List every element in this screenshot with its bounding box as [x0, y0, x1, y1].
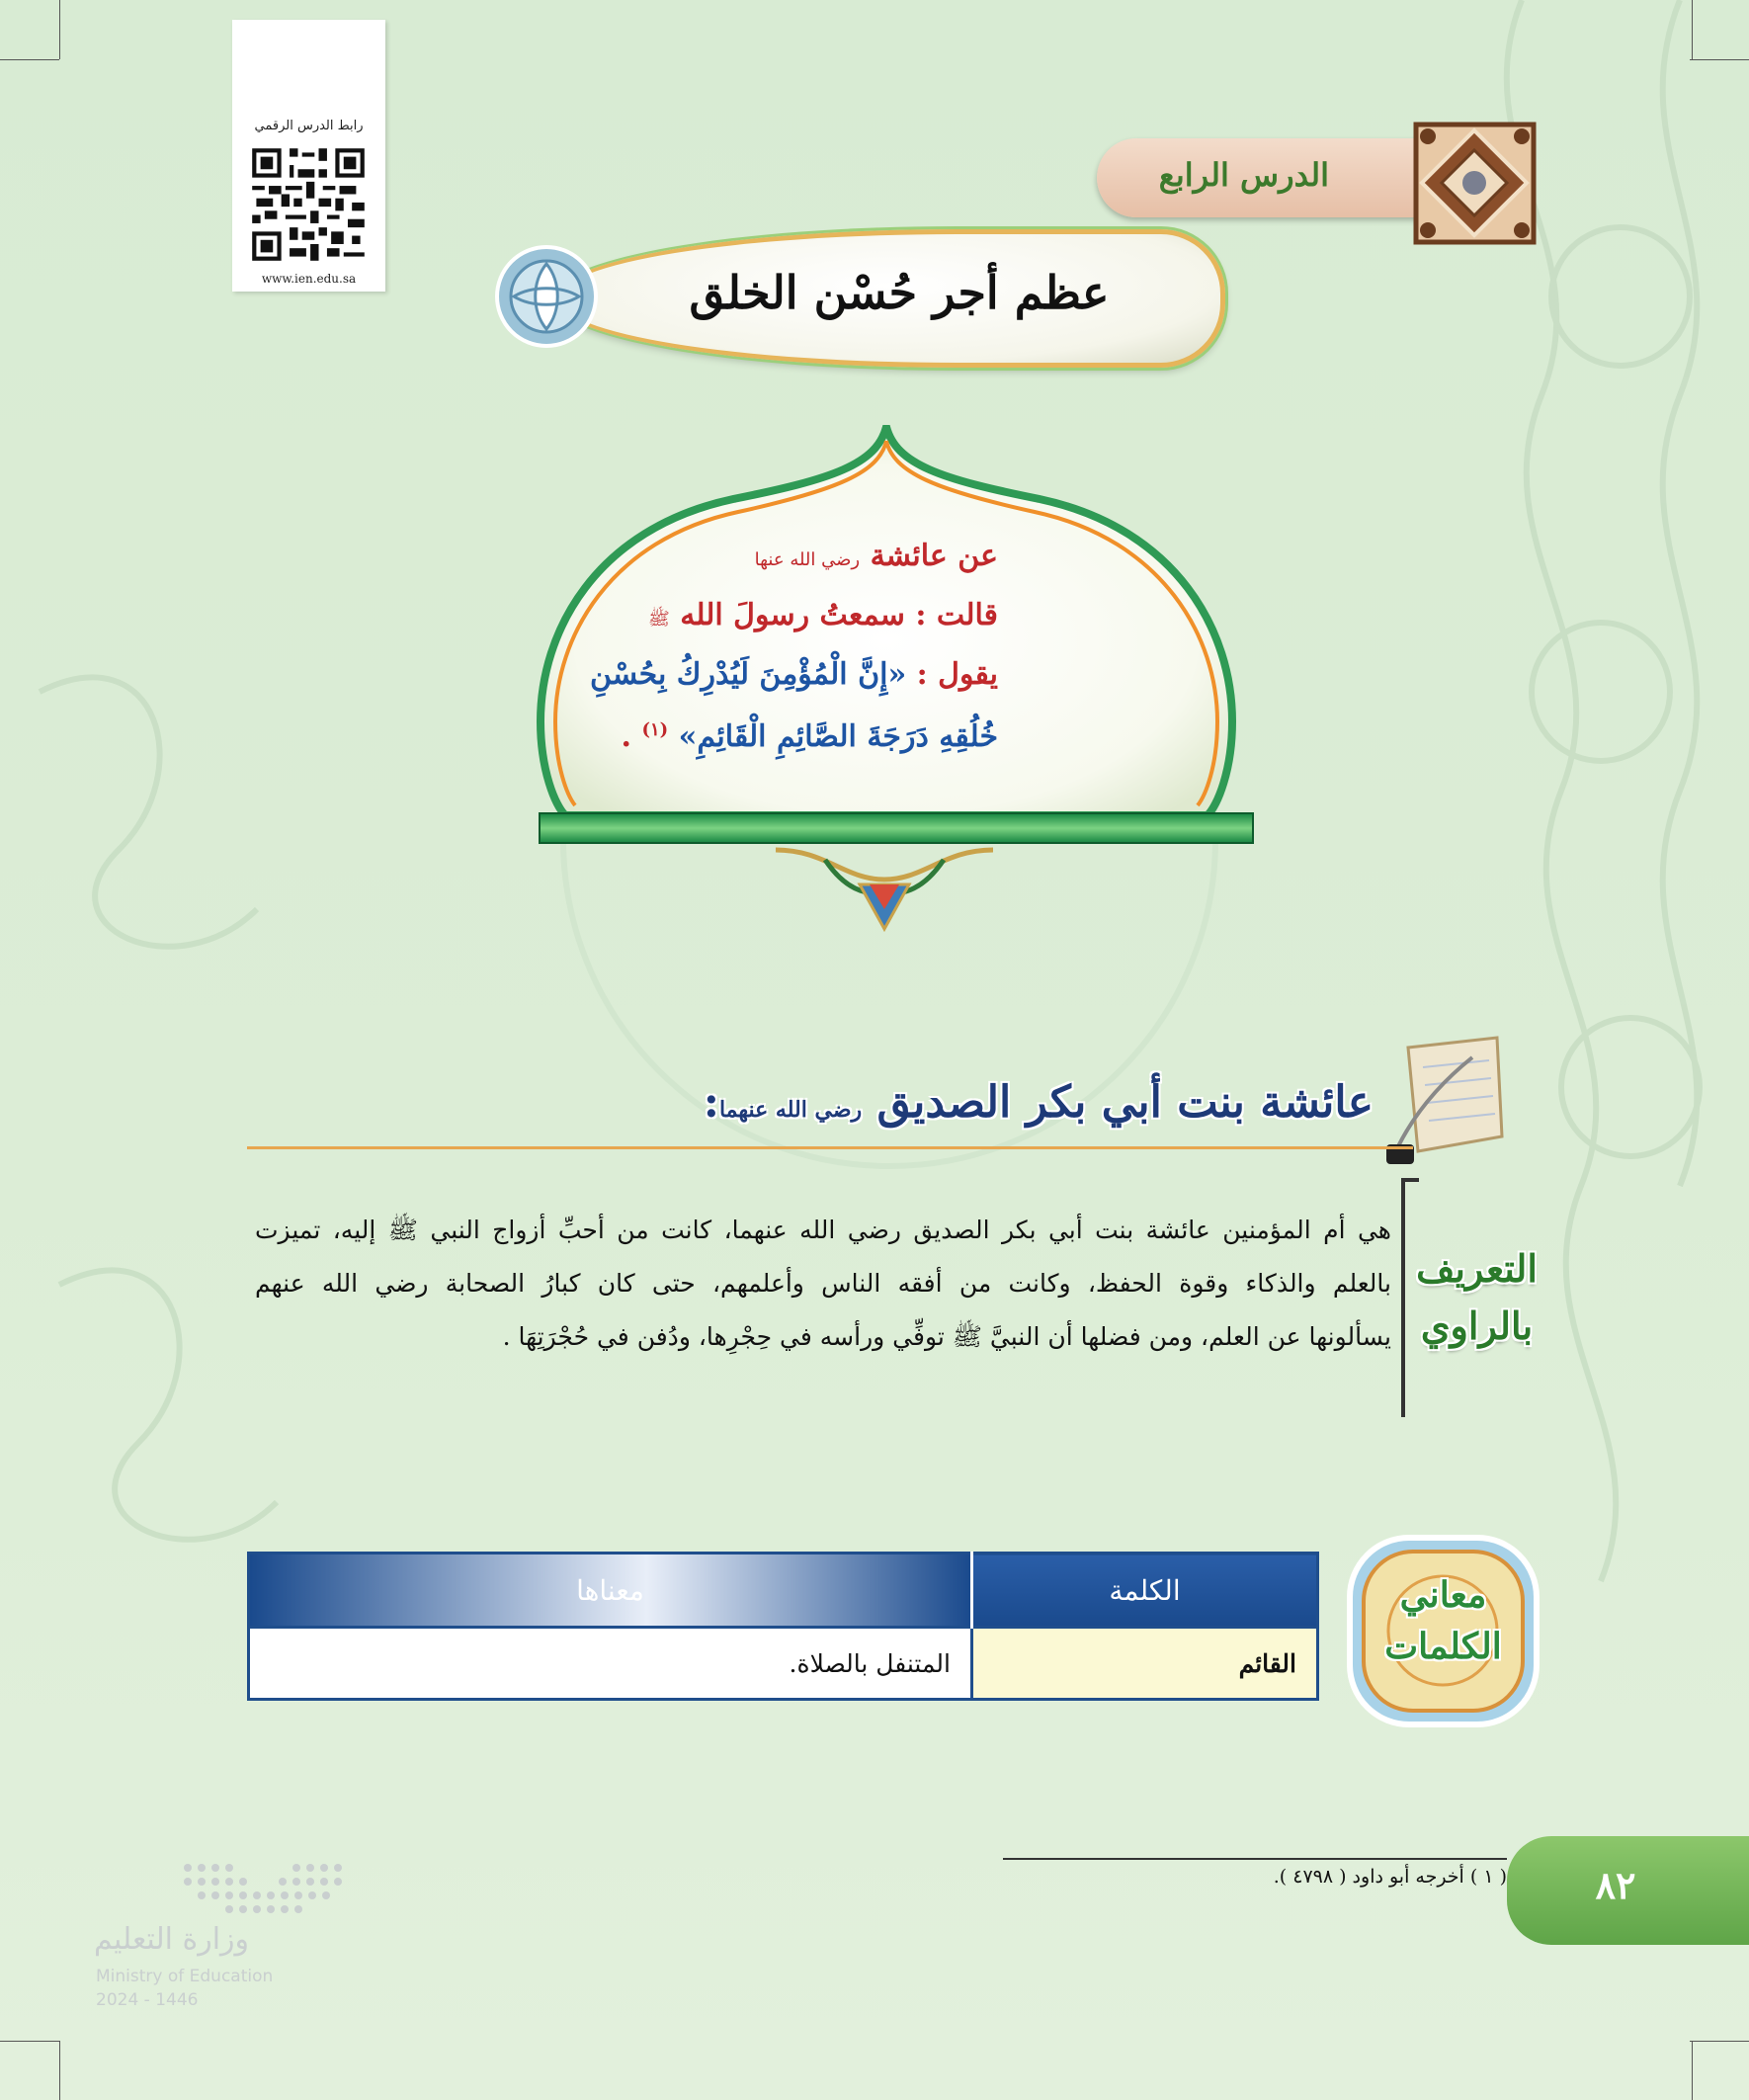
bio-label	[1415, 1240, 1539, 1355]
bio-label-line1: التعريف	[1416, 1246, 1538, 1291]
words-label-line1: معاني	[1399, 1574, 1487, 1616]
hadith-text	[590, 529, 998, 765]
hadith-line-3	[590, 647, 998, 703]
honor-phrase: رضي الله عنها	[754, 549, 861, 570]
words-table	[247, 1552, 1319, 1701]
bio-label-line2: بالراوي	[1420, 1303, 1534, 1348]
qr-panel	[232, 20, 385, 292]
bio-line-1: هي أم المؤمنين عائشة بنت أبي بكر الصديق رضي الله عنهما، كانت من أحبِّ أزواج النبي ﷺ إليه، تميزت	[255, 1216, 1391, 1244]
heading-colon: :	[703, 1077, 719, 1128]
qr-label: رابط الدرس الرقمي	[254, 119, 364, 133]
header-word: الكلمة	[972, 1554, 1318, 1628]
bio-line-3: يسألونها عن العلم، ومن فضلها أن النبيَّ ﷺ توفِّي ورأسه في حِجْرِها، ودُفن في حُجْرَتِهَا .	[502, 1322, 1391, 1351]
header-meaning: معناها	[249, 1554, 972, 1628]
lesson-ornament-icon	[1408, 117, 1541, 250]
footnote: ( ١ ) أخرجه أبو داود ( ٤٧٩٨ ).	[1273, 1866, 1507, 1888]
narrator-name: عائشة بنت أبي بكر الصديق	[876, 1077, 1374, 1128]
section-divider	[247, 1146, 1413, 1149]
word-cell: القائم	[972, 1628, 1318, 1700]
lesson-badge	[1097, 138, 1423, 217]
scroll-quill-icon	[1378, 1028, 1517, 1166]
hadith-narrator: عن عائشة	[870, 539, 998, 573]
lesson-title: عظم أجر حُسْن الخلق	[689, 266, 1110, 319]
page-number: ٨٢	[1595, 1863, 1636, 1907]
ministry-year: 2024 - 1446	[96, 1990, 199, 2010]
bio-paragraph	[255, 1204, 1391, 1364]
hadith-prefix: يقول :	[916, 657, 998, 692]
hadith-line-1	[603, 529, 998, 588]
footnote-rule	[1003, 1858, 1507, 1860]
table-header-row	[249, 1554, 1318, 1628]
ministry-name-ar: وزارة التعليم	[94, 1922, 250, 1957]
hadith-line-4	[603, 703, 998, 765]
ministry-logo-icon	[178, 1858, 351, 1917]
title-ornament-icon	[492, 242, 601, 351]
words-label-line2: الكلمات	[1384, 1626, 1502, 1667]
narrator-heading	[692, 1077, 1374, 1128]
words-label	[1342, 1569, 1544, 1672]
hadith-quote-start: «إِنَّ الْمُؤْمِنَ لَيُدْرِكُ بِحُسْنِ	[590, 657, 907, 692]
hadith-end-mark: .	[621, 719, 631, 754]
table-row	[249, 1628, 1318, 1700]
ministry-name-en: Ministry of Education	[96, 1967, 274, 1986]
hadith-ornament-icon	[766, 840, 1003, 934]
qr-url[interactable]: www.ien.edu.sa	[261, 272, 357, 286]
salutation-mark: ﷺ	[648, 609, 670, 630]
hadith-quote-end: خُلُقِهِ دَرَجَةَ الصَّائِمِ الْقَائِمِ»	[678, 719, 998, 754]
qr-code-icon[interactable]	[248, 144, 369, 265]
narrator-honor: رضي الله عنهما	[718, 1097, 863, 1123]
hadith-said: قالت : سمعتُ رسولَ الله	[680, 598, 998, 632]
bio-line-2: بالعلم والذكاء وقوة الحفظ، وكانت من أفقه الناس وأعلمهم، حتى كان كبارُ الصحابة رضي الله عنهم	[255, 1269, 1391, 1298]
hadith-line-2	[603, 588, 998, 647]
lesson-label: الدرس الرابع	[1158, 156, 1329, 194]
meaning-cell: المتنفل بالصلاة.	[249, 1628, 972, 1700]
footnote-ref[interactable]: (١)	[641, 719, 669, 740]
